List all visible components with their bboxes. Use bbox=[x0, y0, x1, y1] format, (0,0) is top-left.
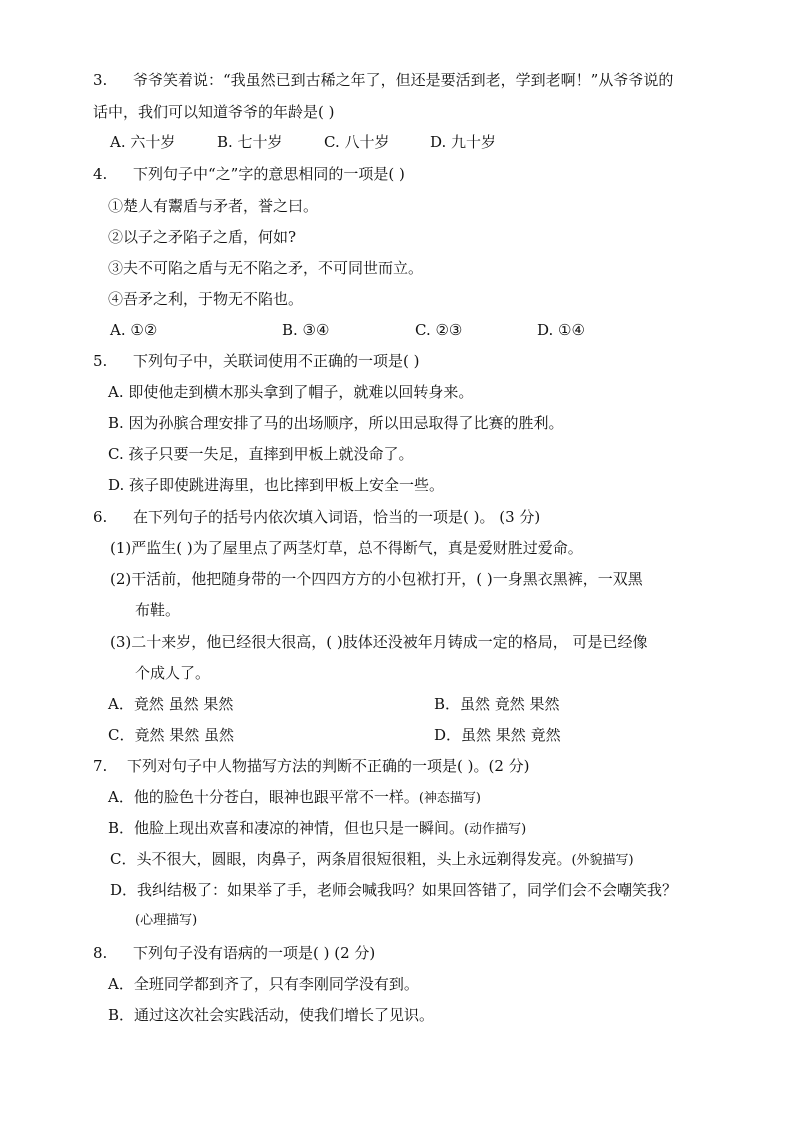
q6-option-d[interactable]: D．虽然 果然 竟然 bbox=[434, 726, 561, 744]
q4-option-a[interactable]: A. ①② bbox=[110, 321, 158, 339]
q6-option-c[interactable]: C．竟然 果然 虽然 bbox=[108, 726, 235, 744]
q5-stem: 下列句子中，关联词使用不正确的一项是( ) bbox=[133, 352, 420, 370]
q4-sentence-2: ②以子之矛陷子之盾，何如? bbox=[108, 228, 297, 246]
q3-stem-line1: 爷爷笑着说：“我虽然已到古稀之年了，但还是要活到老，学到老啊！”从爷爷说的 bbox=[133, 71, 674, 89]
q4-sentence-4: ④吾矛之利，于物无不陷也。 bbox=[108, 290, 304, 308]
q5-number: 5. bbox=[93, 352, 108, 370]
q4-option-d[interactable]: D. ①④ bbox=[537, 321, 585, 339]
q6-item-2-cont: 布鞋。 bbox=[135, 601, 181, 619]
q5-option-d[interactable]: D. 孩子即使跳进海里，也比摔到甲板上安全一些。 bbox=[108, 476, 445, 494]
q6-item-3-cont: 个成人了。 bbox=[135, 664, 211, 682]
q7-option-c[interactable] bbox=[110, 849, 634, 869]
q8-option-a[interactable]: A．全班同学都到齐了，只有李刚同学没有到。 bbox=[108, 975, 419, 993]
q7-option-d-text: D．我纠结极了：如果举了手，老师会喊我吗？如果回答错了，同学们会不会嘲笑我？ bbox=[110, 881, 678, 899]
q3-option-c[interactable]: C. 八十岁 bbox=[324, 133, 390, 151]
q8-option-b[interactable]: B．通过这次社会实践活动，使我们增长了见识。 bbox=[108, 1006, 435, 1024]
q8-number: 8. bbox=[93, 944, 108, 962]
q7-option-c-text: C．头不很大，圆眼，肉鼻子，两条眉很短很粗，头上永远剃得发亮。 bbox=[110, 850, 572, 868]
q7-option-c-note: (外貌描写) bbox=[571, 853, 634, 868]
q3-option-b[interactable]: B. 七十岁 bbox=[217, 133, 283, 151]
q6-number: 6. bbox=[93, 508, 108, 526]
q4-stem: 下列句子中“之”字的意思相同的一项是( ) bbox=[133, 165, 405, 183]
q7-option-a-note: (神态描写) bbox=[418, 791, 481, 806]
q7-stem: 下列对句子中人物描写方法的判断不正确的一项是( )。(2 分) bbox=[127, 757, 530, 775]
q5-option-c[interactable]: C. 孩子只要一失足，直摔到甲板上就没命了。 bbox=[108, 445, 414, 463]
q7-option-b[interactable] bbox=[108, 818, 526, 838]
q6-item-1: (1)严监生( )为了屋里点了两茎灯草，总不得断气，真是爱财胜过爱命。 bbox=[110, 539, 583, 557]
q6-item-2: (2)干活前，他把随身带的一个四四方方的小包袱打开，( )一身黑衣黑裤，一双黑 bbox=[110, 570, 643, 588]
q3-number: 3. bbox=[93, 71, 108, 89]
q7-option-d[interactable] bbox=[110, 880, 677, 900]
q7-number: 7. bbox=[93, 757, 108, 775]
q6-stem: 在下列句子的括号内依次填入词语，恰当的一项是( )。 (3 分) bbox=[133, 508, 541, 526]
q4-number: 4. bbox=[93, 165, 108, 183]
q7-option-a[interactable] bbox=[108, 787, 481, 807]
q7-option-b-note: (动作描写) bbox=[464, 822, 527, 837]
q5-option-b[interactable]: B. 因为孙膑合理安排了马的出场顺序，所以田忌取得了比赛的胜利。 bbox=[108, 414, 564, 432]
q5-option-a[interactable]: A. 即使他走到横木那头拿到了帽子，就难以回转身来。 bbox=[108, 383, 474, 401]
q8-stem: 下列句子没有语病的一项是( ) (2 分) bbox=[133, 944, 376, 962]
q3-option-d[interactable]: D. 九十岁 bbox=[430, 133, 497, 151]
q7-option-b-text: B．他脸上现出欢喜和凄凉的神情，但也只是一瞬间。 bbox=[108, 819, 465, 837]
q7-option-d-note: (心理描写) bbox=[135, 913, 198, 928]
q7-option-a-text: A．他的脸色十分苍白，眼神也跟平常不一样。 bbox=[108, 788, 419, 806]
q4-sentence-1: ①楚人有鬻盾与矛者，誉之曰。 bbox=[108, 197, 319, 215]
q6-option-a[interactable]: A．竟然 虽然 果然 bbox=[108, 695, 234, 713]
q4-sentence-3: ③夫不可陷之盾与无不陷之矛，不可同世而立。 bbox=[108, 259, 424, 277]
q4-option-c[interactable]: C. ②③ bbox=[415, 321, 463, 339]
q6-option-b[interactable]: B．虽然 竟然 果然 bbox=[434, 695, 560, 713]
q3-option-a[interactable]: A. 六十岁 bbox=[110, 133, 176, 151]
q3-stem-line2: 话中，我们可以知道爷爷的年龄是( ) bbox=[93, 103, 335, 121]
q4-option-b[interactable]: B. ③④ bbox=[282, 321, 330, 339]
q6-item-3: (3)二十来岁，他已经很大很高，( )肢体还没被年月铸成一定的格局， 可是已经像 bbox=[110, 633, 648, 651]
